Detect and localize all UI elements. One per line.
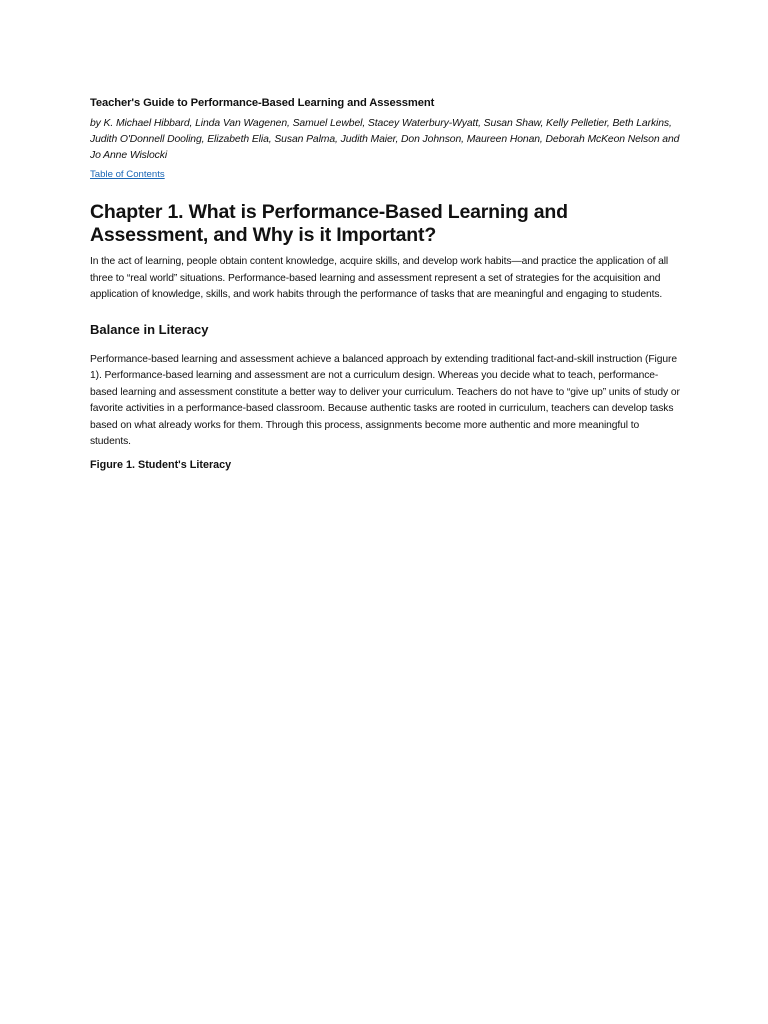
chapter-title: Chapter 1. What is Performance-Based Learning and Assessment, and Why is it Important? [90, 201, 568, 246]
section-body-paragraph: Performance-based learning and assessment achieve a balanced approach by extending traditional fact-and-skill instruction (Figure 1). Performance-based learning and assessment are not a curriculum design. Whereas you decide what to teach, performance-based learning and assessment constitute a better way to deliver your curriculum. Teachers do not have to “give up” units of study or favorite activities in a performance-based classroom. Because authentic tasks are rooted in curriculum, teachers can develop tasks based on what already works for them. Through this process, assignments become more authentic and more meaningful to students. [90, 353, 680, 447]
section-heading: Balance in Literacy [90, 321, 209, 337]
document-title: Teacher's Guide to Performance-Based Learning and Assessment [90, 97, 435, 109]
document-page [90, 96, 682, 473]
chapter-intro-paragraph: In the act of learning, people obtain content knowledge, acquire skills, and develop work habits—and practice the application of all three to “real world” situations. Performance-based learning and assessment represent a set of strategies for the acquisition and application of knowledge, skills, and work habits through the performance of tasks that are meaningful and engaging to students. [90, 256, 669, 300]
author-list: by K. Michael Hibbard, Linda Van Wagenen, Samuel Lewbel, Stacey Waterbury-Wyatt, Susan Shaw, Kelly Pelletier, Beth Larkins, Judith O'Donnell Dooling, Elizabeth Elia, Susan Palma, Judith Maier, Don Johnson, Maureen Honan, Deborah McKeon Nelson and Jo Anne Wislocki [90, 118, 680, 161]
figure-caption: Figure 1. Student's Literacy [90, 458, 232, 471]
table-of-contents-link[interactable]: Table of Contents [90, 169, 165, 180]
